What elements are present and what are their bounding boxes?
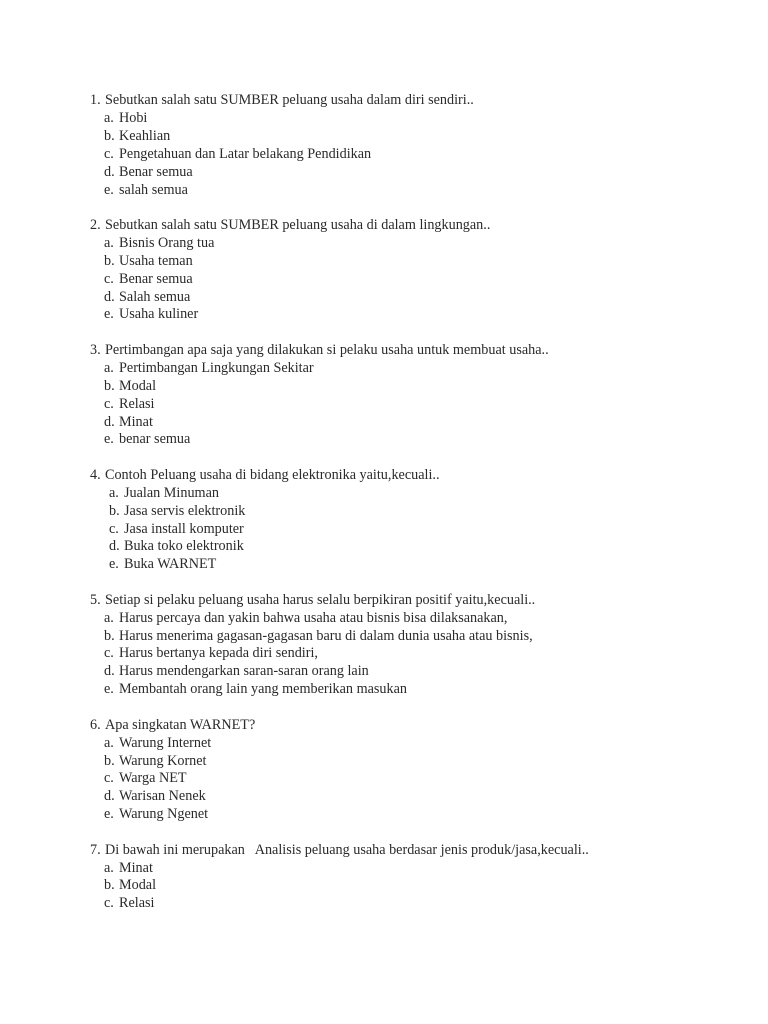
option-text: Pengetahuan dan Latar belakang Pendidikan (119, 145, 372, 162)
answer-option (90, 770, 740, 788)
option-letter: a. (104, 359, 114, 376)
answer-option (90, 860, 740, 878)
question-number: 2. (90, 216, 101, 233)
answer-option (90, 628, 740, 646)
option-text: Modal (119, 877, 157, 894)
option-text: Harus menerima gagasan-gagasan baru di dalam dunia usaha atau bisnis, (119, 627, 533, 644)
option-letter: c. (104, 645, 114, 662)
answer-option (90, 414, 740, 432)
option-letter: d. (104, 163, 115, 180)
answer-options (90, 610, 740, 700)
question-4 (90, 467, 740, 574)
option-text: Jualan Minuman (124, 484, 219, 501)
option-letter: b. (104, 127, 115, 144)
option-letter: c. (104, 770, 114, 787)
option-letter: a. (109, 484, 119, 501)
question-5 (90, 592, 740, 699)
option-letter: c. (104, 145, 114, 162)
option-letter: b. (109, 502, 120, 519)
question-text: Setiap si pelaku peluang usaha harus selalu berpikiran positif yaitu,kecuali.. (105, 591, 536, 608)
question-text: Apa singkatan WARNET? (105, 716, 256, 733)
option-letter: a. (104, 859, 114, 876)
option-letter: e. (104, 681, 114, 698)
option-text: Jasa install komputer (124, 520, 244, 537)
answer-option (90, 788, 740, 806)
answer-option (90, 378, 740, 396)
option-text: Usaha teman (119, 252, 193, 269)
option-text: Hobi (119, 109, 148, 126)
option-text: Bisnis Orang tua (119, 234, 215, 251)
option-letter: e. (104, 431, 114, 448)
question-text-line (90, 217, 740, 235)
answer-option (90, 663, 740, 681)
option-letter: a. (104, 234, 114, 251)
question-text-line (90, 717, 740, 735)
question-6 (90, 717, 740, 824)
answer-option (90, 645, 740, 663)
answer-option (90, 110, 740, 128)
option-text: Benar semua (119, 270, 193, 287)
question-text-line (90, 92, 740, 110)
option-text: Salah semua (119, 288, 191, 305)
option-letter: c. (104, 270, 114, 287)
option-text: Keahlian (119, 127, 171, 144)
question-number: 7. (90, 841, 101, 858)
option-text: Minat (119, 413, 153, 430)
question-text-line (90, 467, 740, 485)
option-letter: e. (104, 806, 114, 823)
option-letter: b. (104, 877, 115, 894)
option-text: Harus percaya dan yakin bahwa usaha atau bisnis bisa dilaksanakan, (119, 609, 508, 626)
option-text: Buka toko elektronik (124, 538, 244, 555)
option-text: Warung Ngenet (119, 806, 209, 823)
answer-options (90, 860, 740, 914)
answer-option (90, 182, 740, 200)
option-letter: d. (104, 288, 115, 305)
quiz-document (90, 92, 740, 931)
answer-option (90, 253, 740, 271)
answer-option (90, 556, 740, 574)
answer-options (90, 235, 740, 325)
option-letter: c. (104, 895, 114, 912)
option-letter: d. (104, 663, 115, 680)
option-text: Membantah orang lain yang memberikan masukan (119, 681, 407, 698)
answer-option (90, 271, 740, 289)
option-letter: b. (104, 377, 115, 394)
question-2 (90, 217, 740, 324)
option-letter: d. (104, 413, 115, 430)
option-text: Warung Internet (119, 734, 212, 751)
answer-option (90, 164, 740, 182)
option-text: Modal (119, 377, 157, 394)
option-text: Benar semua (119, 163, 193, 180)
answer-option (90, 503, 740, 521)
question-number: 1. (90, 92, 101, 108)
question-1 (90, 92, 740, 199)
option-letter: e. (104, 181, 114, 198)
answer-option (90, 538, 740, 556)
option-text: Warisan Nenek (119, 788, 206, 805)
answer-option (90, 681, 740, 699)
question-text: Sebutkan salah satu SUMBER peluang usaha dalam diri sendiri.. (105, 92, 474, 108)
option-letter: b. (104, 252, 115, 269)
question-number: 3. (90, 341, 101, 358)
option-letter: c. (104, 395, 114, 412)
option-letter: b. (104, 627, 115, 644)
option-text: Buka WARNET (124, 556, 217, 573)
option-text: Harus mendengarkan saran-saran orang lain (119, 663, 369, 680)
option-text: Warung Kornet (119, 752, 207, 769)
answer-option (90, 485, 740, 503)
answer-option (90, 753, 740, 771)
answer-options (90, 360, 740, 450)
option-text: Pertimbangan Lingkungan Sekitar (119, 359, 314, 376)
answer-option (90, 360, 740, 378)
option-text: Relasi (119, 895, 155, 912)
option-text: salah semua (119, 181, 188, 198)
answer-option (90, 431, 740, 449)
question-text-line (90, 342, 740, 360)
option-text: Jasa servis elektronik (124, 502, 246, 519)
answer-option (90, 877, 740, 895)
answer-option (90, 289, 740, 307)
question-text: Di bawah ini merupakan Analisis peluang usaha berdasar jenis produk/jasa,kecuali.. (105, 841, 589, 858)
option-text: Relasi (119, 395, 155, 412)
answer-option (90, 396, 740, 414)
option-letter: d. (109, 538, 120, 555)
answer-option (90, 610, 740, 628)
option-letter: e. (104, 306, 114, 323)
answer-option (90, 128, 740, 146)
answer-option (90, 806, 740, 824)
answer-option (90, 235, 740, 253)
question-number: 4. (90, 466, 101, 483)
answer-option (90, 735, 740, 753)
option-text: Warga NET (119, 770, 187, 787)
option-letter: a. (104, 609, 114, 626)
answer-option (90, 306, 740, 324)
option-text: Usaha kuliner (119, 306, 199, 323)
option-letter: a. (104, 109, 114, 126)
option-letter: e. (109, 556, 119, 573)
option-text: Minat (119, 859, 153, 876)
answer-option (90, 521, 740, 539)
answer-options (90, 110, 740, 200)
question-text-line (90, 592, 740, 610)
option-letter: a. (104, 734, 114, 751)
question-7 (90, 842, 740, 914)
question-text: Contoh Peluang usaha di bidang elektronika yaitu,kecuali.. (105, 466, 440, 483)
question-text: Pertimbangan apa saja yang dilakukan si pelaku usaha untuk membuat usaha.. (105, 341, 549, 358)
answer-options (90, 485, 740, 575)
question-number: 6. (90, 716, 101, 733)
option-text: benar semua (119, 431, 191, 448)
question-text: Sebutkan salah satu SUMBER peluang usaha di dalam lingkungan.. (105, 216, 491, 233)
option-letter: b. (104, 752, 115, 769)
option-letter: c. (109, 520, 119, 537)
question-number: 5. (90, 591, 101, 608)
answer-option (90, 895, 740, 913)
answer-option (90, 146, 740, 164)
question-text-line (90, 842, 740, 860)
question-3 (90, 342, 740, 449)
answer-options (90, 735, 740, 825)
option-letter: d. (104, 788, 115, 805)
option-text: Harus bertanya kepada diri sendiri, (119, 645, 318, 662)
